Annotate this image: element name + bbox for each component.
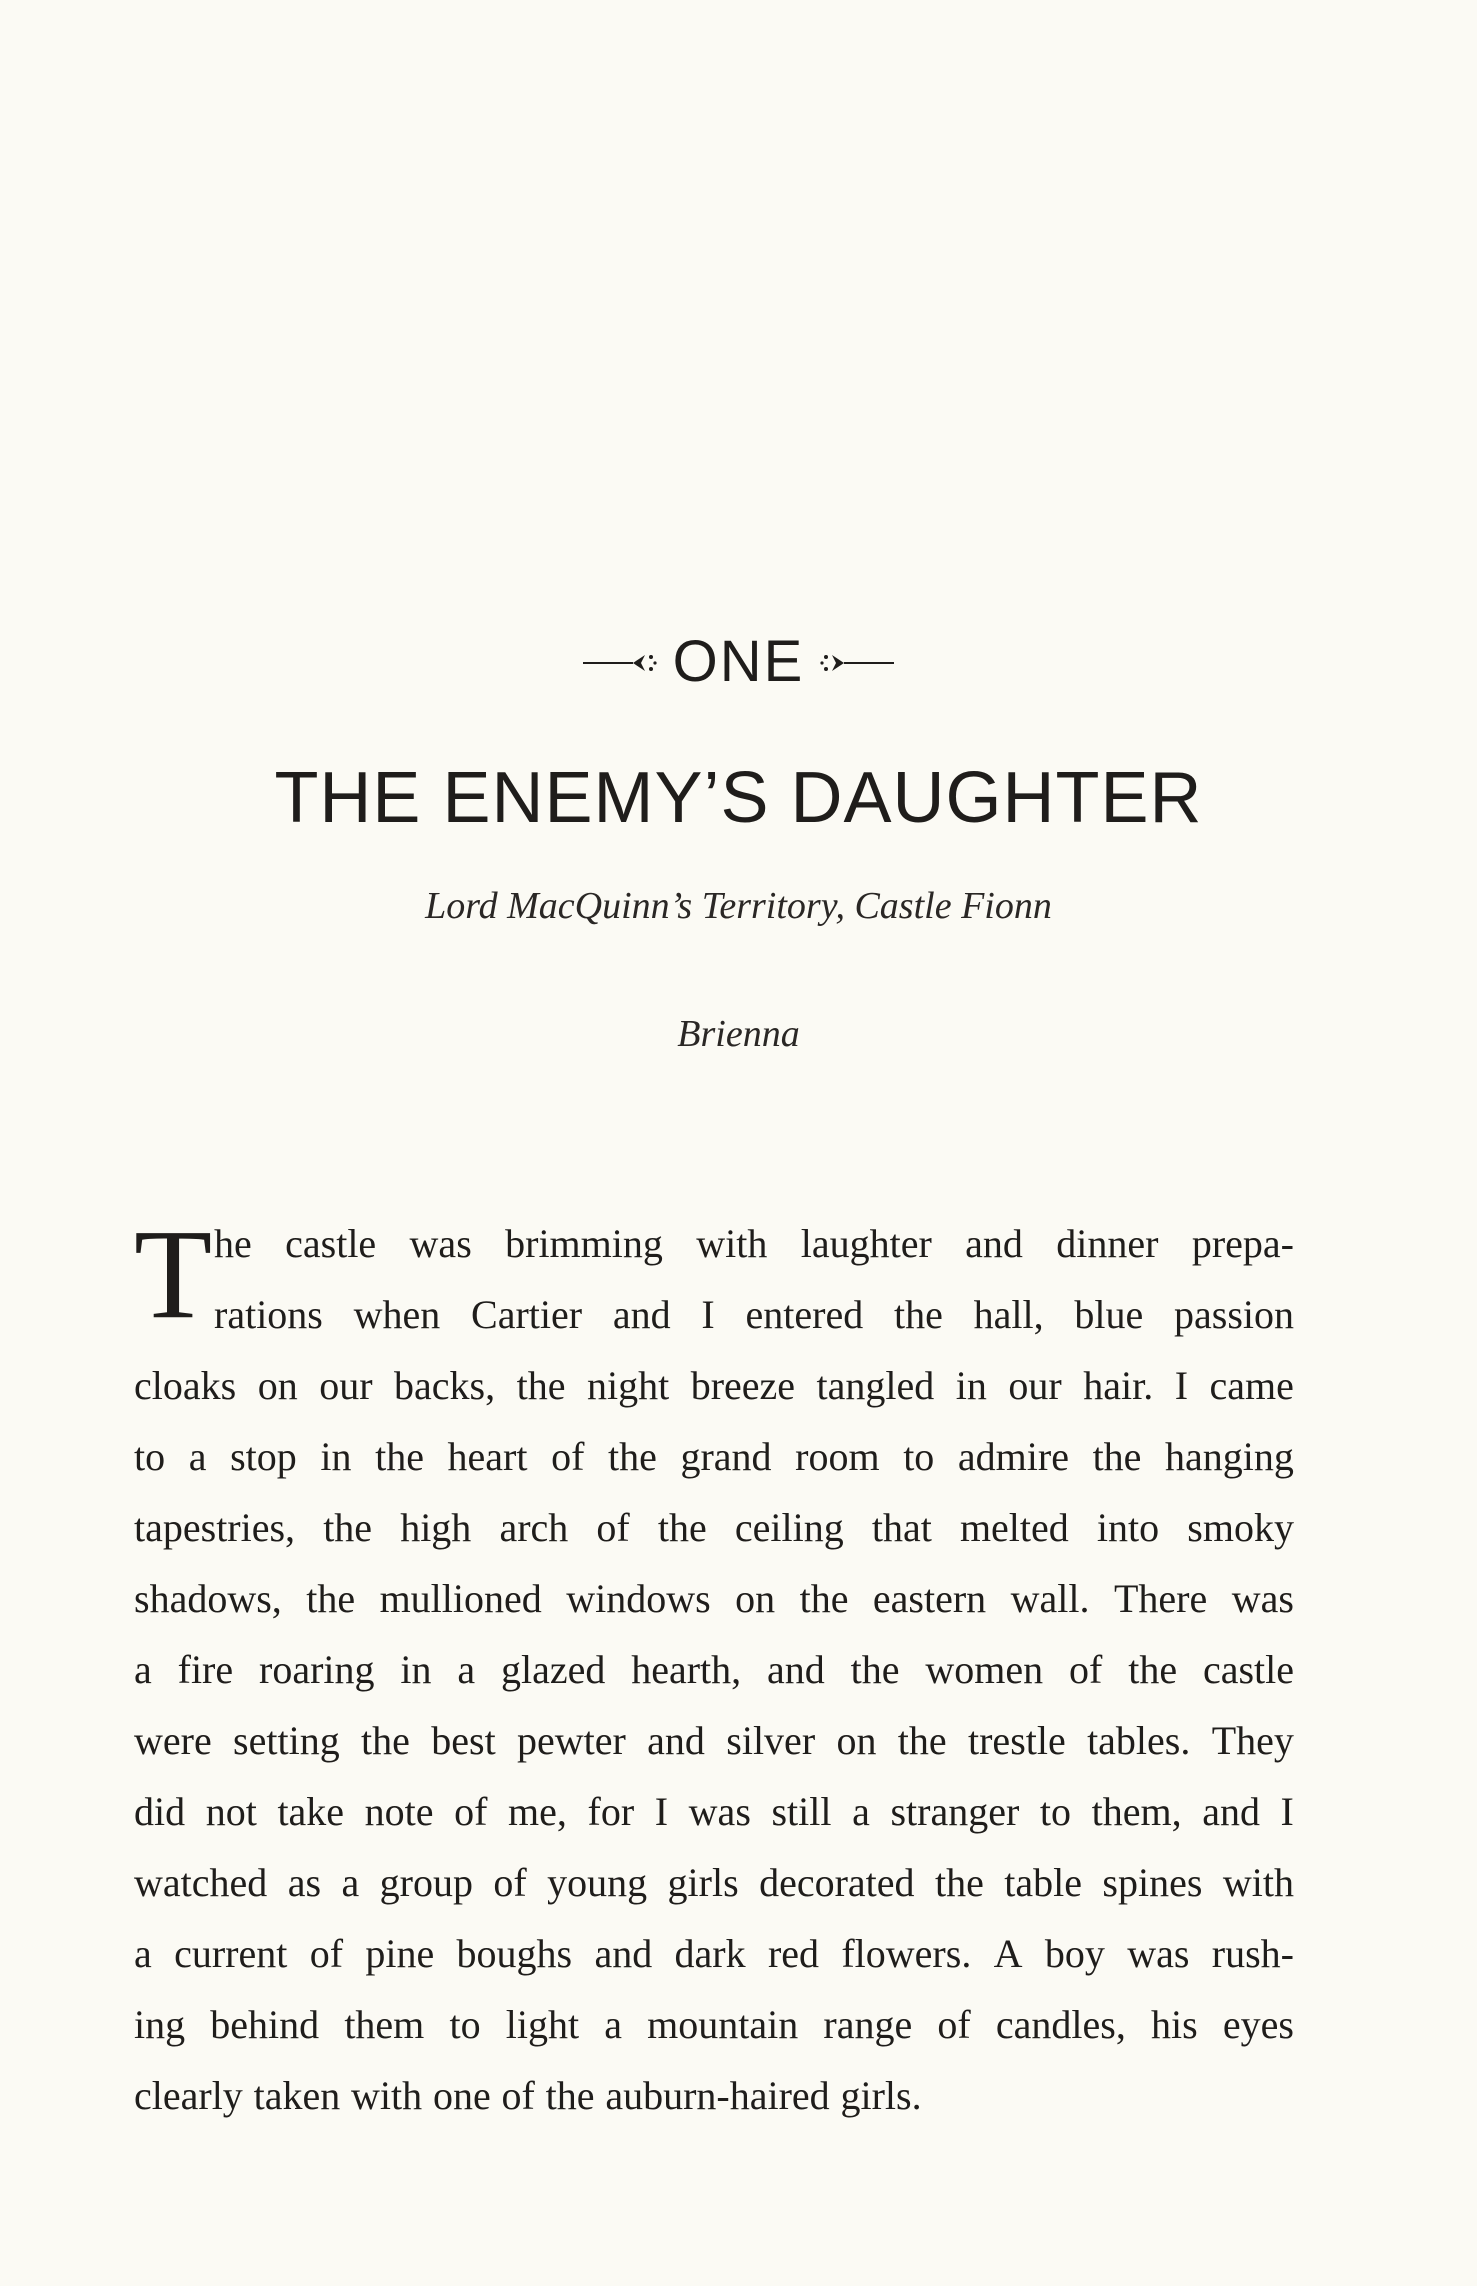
body-line: shadows, the mullioned windows on the eastern wall. There was bbox=[134, 1576, 1294, 1621]
body-line: watched as a group of young girls decorated the table spines with bbox=[134, 1860, 1294, 1905]
body-paragraph bbox=[134, 1203, 1294, 2131]
body-line: a fire roaring in a glazed hearth, and the women of the castle bbox=[134, 1647, 1294, 1692]
body-line: did not take note of me, for I was still a stranger to them, and I bbox=[134, 1789, 1294, 1834]
body-line: cloaks on our backs, the night breeze tangled in our hair. I came bbox=[134, 1363, 1294, 1408]
chapter-location: Lord MacQuinn’s Territory, Castle Fionn bbox=[425, 885, 1052, 927]
right-ornament-icon bbox=[818, 647, 896, 677]
left-ornament-icon bbox=[581, 647, 659, 677]
body-line: a current of pine boughs and dark red flowers. A boy was rush- bbox=[134, 1931, 1294, 1976]
chapter-heading bbox=[0, 628, 1477, 695]
body-line: rations when Cartier and I entered the hall, blue passion bbox=[214, 1292, 1294, 1337]
body-line: ing behind them to light a mountain range of candles, his eyes bbox=[134, 2002, 1294, 2047]
chapter-title: THE ENEMY’S DAUGHTER bbox=[274, 758, 1203, 838]
body-line: he castle was brimming with laughter and dinner prepa- bbox=[214, 1221, 1294, 1266]
body-line: were setting the best pewter and silver on the trestle tables. They bbox=[134, 1718, 1294, 1763]
drop-cap: T bbox=[134, 1203, 213, 1345]
body-line: clearly taken with one of the auburn-haired girls. bbox=[134, 2073, 922, 2118]
chapter-number: ONE bbox=[672, 629, 805, 694]
body-line: tapestries, the high arch of the ceiling that melted into smoky bbox=[134, 1505, 1294, 1550]
body-line: to a stop in the heart of the grand room to admire the hanging bbox=[134, 1434, 1294, 1479]
narrator-name: Brienna bbox=[677, 1013, 800, 1055]
